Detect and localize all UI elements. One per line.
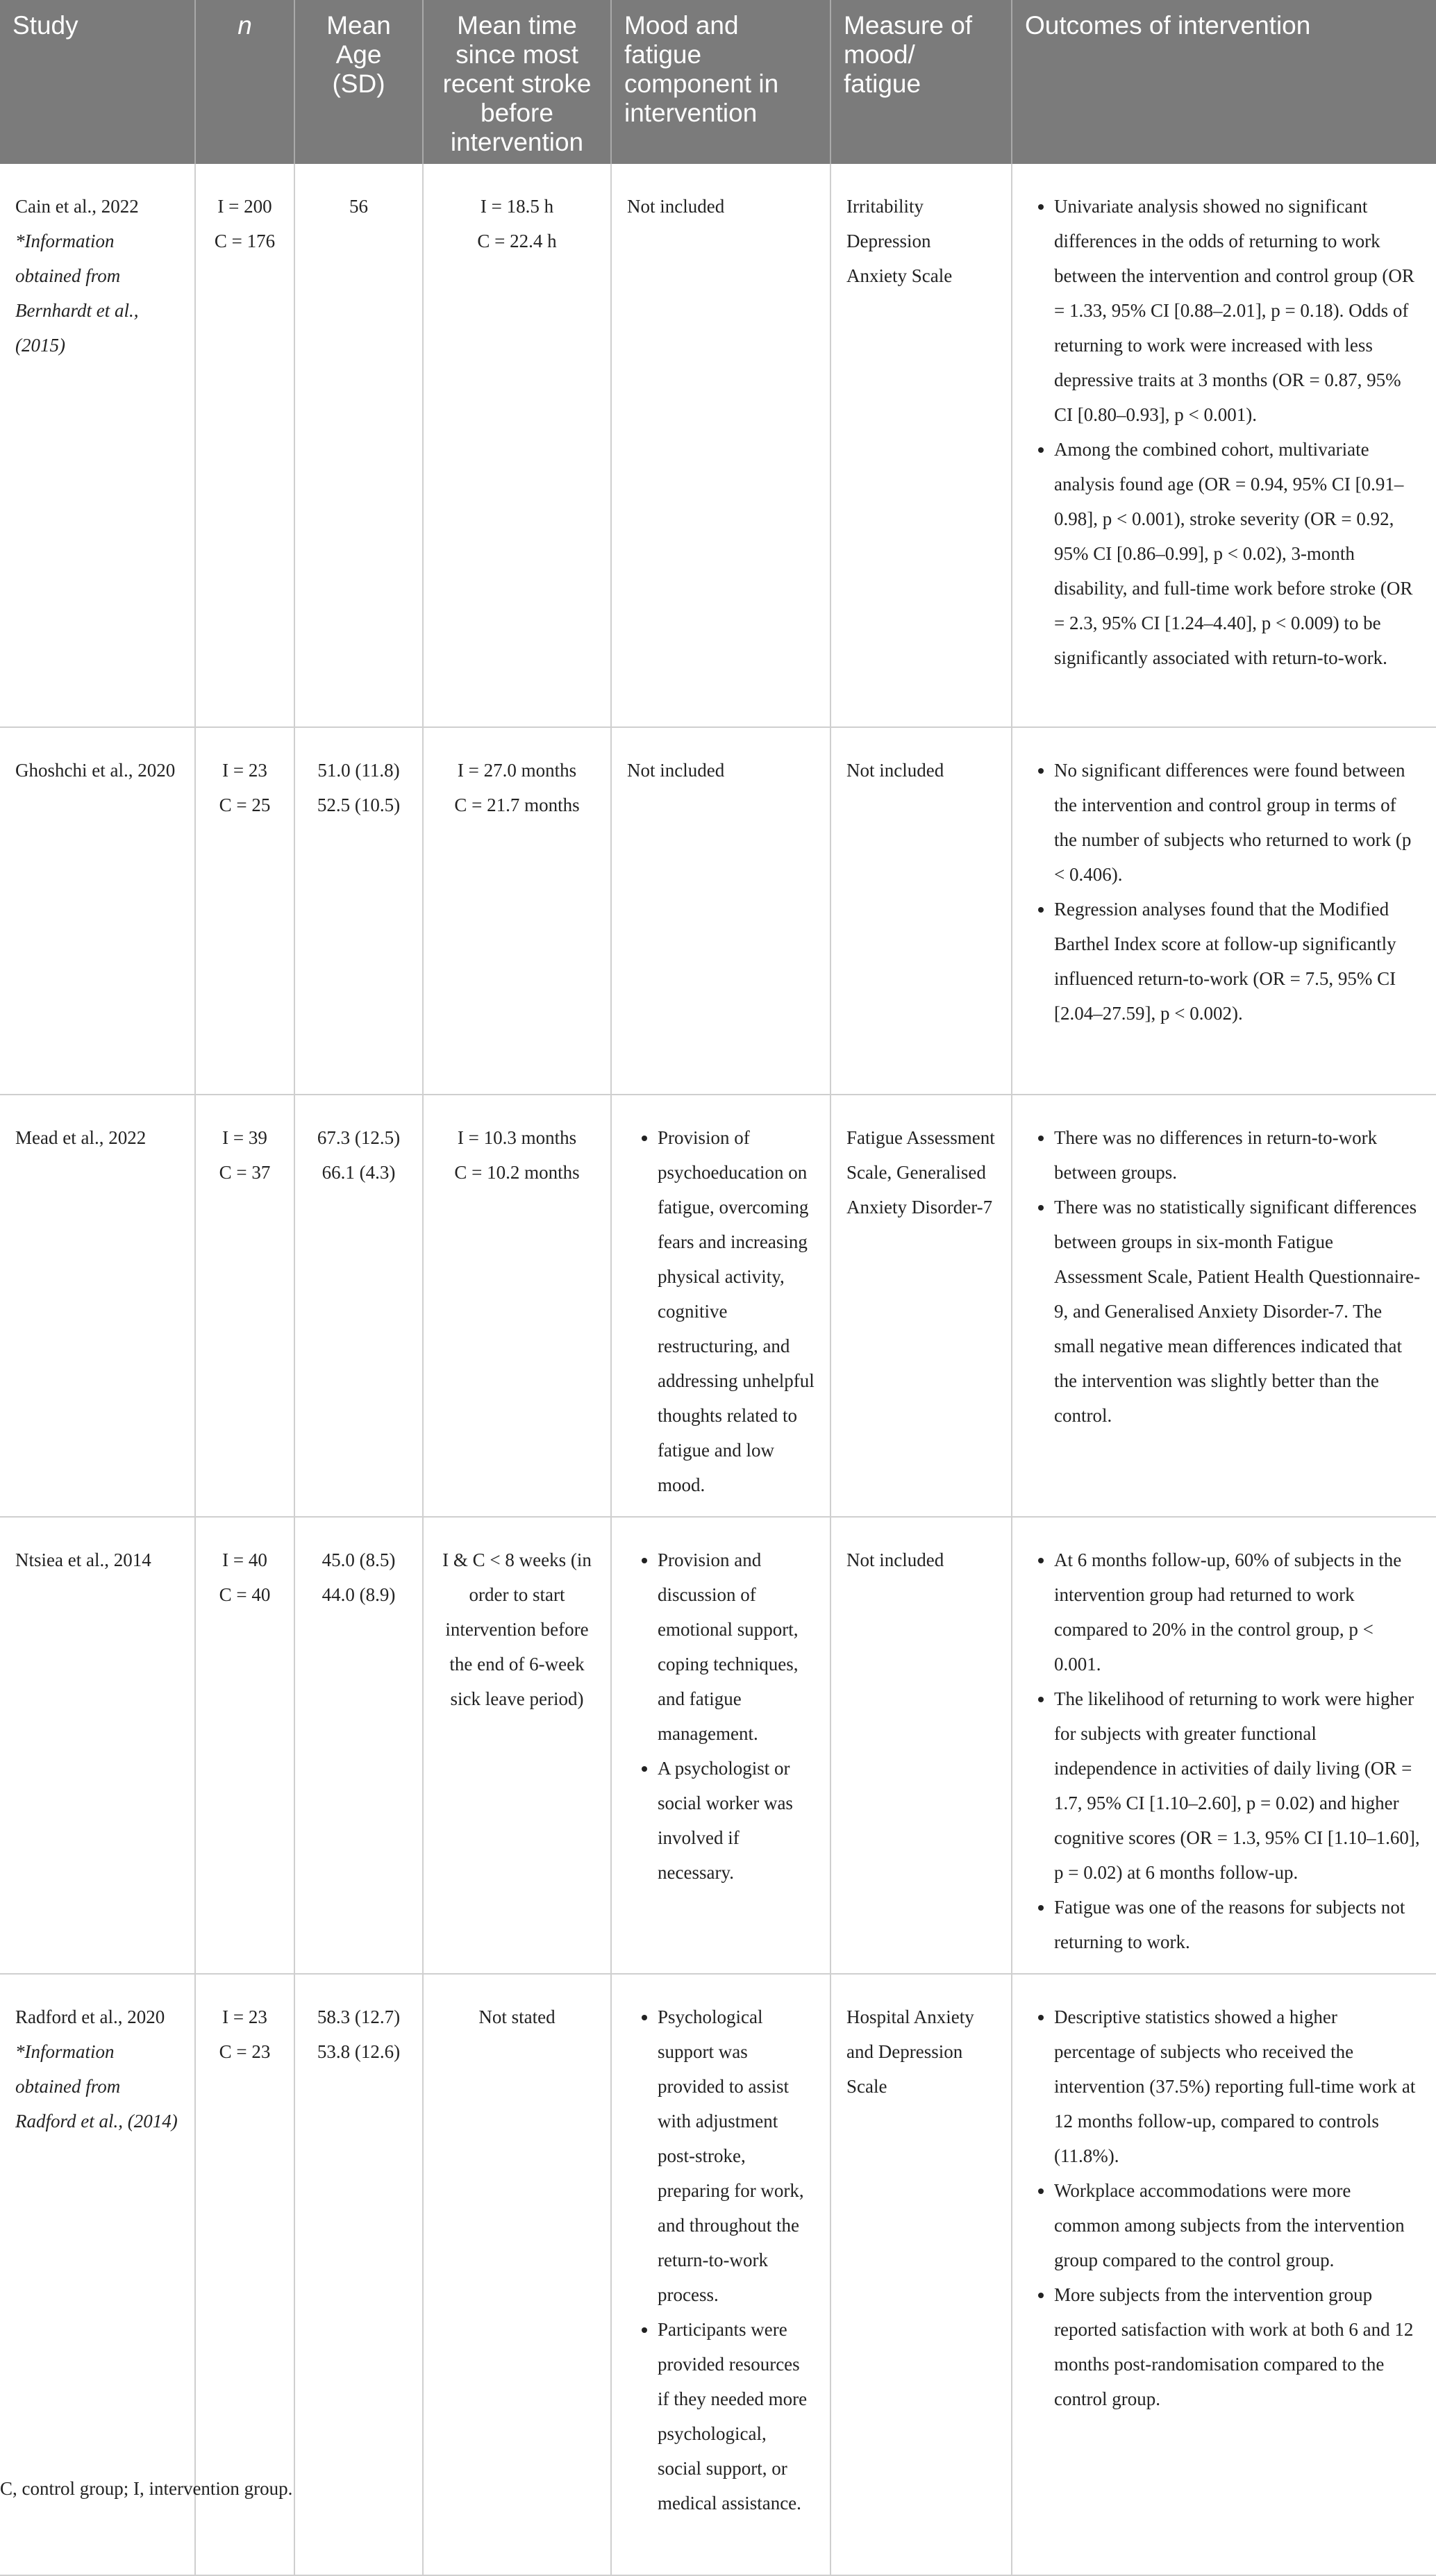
n-value: I = 200 [217, 196, 272, 217]
n-cell [195, 1095, 294, 1517]
study-text: Radford et al., 2020 [15, 2006, 165, 2027]
age-value: 52.5 (10.5) [317, 795, 401, 815]
n-cell [195, 1517, 294, 1974]
header-mood-fatigue-component: Mood and fatigue component in intervention [611, 0, 830, 164]
age-value: 58.3 (12.7) [317, 2006, 401, 2027]
table-row [0, 1095, 1436, 1517]
age-value: 45.0 (8.5) [322, 1549, 396, 1570]
outcomes-cell [1012, 1095, 1436, 1517]
n-value: C = 37 [219, 1162, 271, 1183]
outcome-list [1028, 1543, 1421, 1959]
outcomes-cell [1012, 1517, 1436, 1974]
header-study: Study [0, 0, 195, 164]
n-value: C = 25 [219, 795, 271, 815]
measure-text: Depression [846, 231, 931, 251]
n-value: C = 40 [219, 1584, 271, 1605]
age-value: 53.8 (12.6) [317, 2041, 401, 2062]
n-value: C = 23 [219, 2041, 271, 2062]
time-cell [423, 1095, 611, 1517]
age-value: 56 [349, 196, 368, 217]
outcome-list [1028, 753, 1421, 1031]
mood-component-bullet: • Provision of psychoeducation on fatigue, overcoming fears and increasing physical activity, cognitive restructuring, and addressing unhelpful thoughts related to fatigue and low mood. [658, 1120, 815, 1502]
study-text: *Information obtained from Bernhardt et al., (2015) [15, 231, 139, 356]
study-cell [0, 1095, 195, 1517]
n-value: I = 23 [222, 2006, 267, 2027]
outcome-bullet: • Workplace accommodations were more common among subjects from the intervention group compared to the control group. [1054, 2173, 1421, 2277]
study-text: *Information obtained from Radford et al., (2014) [15, 2041, 178, 2132]
n-cell [195, 727, 294, 1095]
n-value: C = 176 [214, 231, 276, 251]
mood-component-cell [611, 1517, 830, 1974]
outcomes-cell [1012, 1974, 1436, 2575]
study-text: Mead et al., 2022 [15, 1127, 147, 1148]
table-body [0, 164, 1436, 2575]
time-value: C = 10.2 months [454, 1162, 580, 1183]
time-cell [423, 1974, 611, 2575]
outcome-bullet: • No significant differences were found between the intervention and control group in terms of the number of subjects who returned to work (p < 0.406). [1054, 753, 1421, 892]
time-cell [423, 727, 611, 1095]
mood-component-bullet: • Provision and discussion of emotional support, coping techniques, and fatigue management. [658, 1543, 815, 1751]
time-value: C = 21.7 months [454, 795, 580, 815]
n-value: I = 39 [222, 1127, 267, 1148]
time-value: C = 22.4 h [477, 231, 557, 251]
study-cell [0, 727, 195, 1095]
measure-text: Not included [846, 760, 944, 781]
study-text: Cain et al., 2022 [15, 196, 139, 217]
mood-component-list [627, 1120, 815, 1502]
outcome-bullet: • Regression analyses found that the Modified Barthel Index score at follow-up significantly influenced return-to-work (OR = 7.5, 95% CI [2.04–27.59], p < 0.002). [1054, 892, 1421, 1031]
outcome-bullet: • Descriptive statistics showed a higher percentage of subjects who received the intervention (37.5%) reporting full-time work at 12 months follow-up, compared to controls (11.8%). [1054, 2000, 1421, 2173]
age-value: 67.3 (12.5) [317, 1127, 401, 1148]
age-value: 44.0 (8.9) [322, 1584, 396, 1605]
table-row [0, 1517, 1436, 1974]
outcome-list [1028, 189, 1421, 675]
measure-cell [830, 727, 1012, 1095]
time-value: I = 10.3 months [457, 1127, 577, 1148]
measure-text: Not included [846, 1549, 944, 1570]
header-outcomes: Outcomes of intervention [1012, 0, 1436, 164]
age-cell [294, 727, 423, 1095]
outcome-bullet: • The likelihood of returning to work were higher for subjects with greater functional independence in activities of daily living (OR = 1.7, 95% CI [1.10–2.60], p = 0.02) and higher cognitive scores (OR = 1.3, 95% CI [1.10–1.60], p = 0.02) at 6 months follow-up. [1054, 1681, 1421, 1890]
mood-component-cell [611, 1974, 830, 2575]
measure-text: Hospital Anxiety and Depression Scale [846, 2006, 974, 2097]
mood-component-text: Not included [627, 196, 725, 217]
outcome-bullet: • There was no differences in return-to-work between groups. [1054, 1120, 1421, 1190]
mood-component-bullet: • Participants were provided resources if they needed more psychological, social support, or medical assistance. [658, 2312, 815, 2520]
header-row [0, 0, 1436, 164]
outcomes-cell [1012, 164, 1436, 727]
outcome-bullet: • Among the combined cohort, multivariate analysis found age (OR = 0.94, 95% CI [0.91–0.98], p < 0.001), stroke severity (OR = 0.92, 95% CI [0.86–0.99], p < 0.02), 3-month disability, and full-time work before stroke (OR = 2.3, 95% CI [1.24–4.40], p < 0.009) to be significantly associated with return-to-work. [1054, 432, 1421, 675]
age-value: 66.1 (4.3) [322, 1162, 396, 1183]
outcome-list [1028, 1120, 1421, 1433]
mood-component-list [627, 2000, 815, 2520]
mood-component-cell [611, 1095, 830, 1517]
study-text: Ntsiea et al., 2014 [15, 1549, 151, 1570]
header-n: n [195, 0, 294, 164]
age-value: 51.0 (11.8) [317, 760, 400, 781]
outcome-list [1028, 2000, 1421, 2416]
measure-cell [830, 1974, 1012, 2575]
study-text: Ghoshchi et al., 2020 [15, 760, 176, 781]
table-row [0, 164, 1436, 727]
time-value: I = 18.5 h [480, 196, 554, 217]
measure-text: Anxiety Scale [846, 265, 953, 286]
header-measure: Measure of mood/ fatigue [830, 0, 1012, 164]
outcome-bullet: • Univariate analysis showed no significant differences in the odds of returning to work between the intervention and control group (OR = 1.33, 95% CI [0.88–2.01], p = 0.18). Odds of returning to work were increased with less depressive traits at 3 months (OR = 0.87, 95% CI [0.80–0.93], p < 0.001). [1054, 189, 1421, 432]
study-cell [0, 164, 195, 727]
age-cell [294, 1974, 423, 2575]
outcome-bullet: • More subjects from the intervention group reported satisfaction with work at both 6 and 12 months post-randomisation compared to the control group. [1054, 2277, 1421, 2416]
n-value: I = 40 [222, 1549, 267, 1570]
time-value: I & C < 8 weeks (in order to start intervention before the end of 6-week sick leave period) [442, 1549, 592, 1709]
mood-component-text: Not included [627, 760, 725, 781]
age-cell [294, 164, 423, 727]
header-mean-time: Mean time since most recent stroke before intervention [423, 0, 611, 164]
measure-cell [830, 1095, 1012, 1517]
outcome-bullet: • At 6 months follow-up, 60% of subjects in the intervention group had returned to work compared to 20% in the control group, p < 0.001. [1054, 1543, 1421, 1681]
mood-component-cell [611, 164, 830, 727]
n-value: I = 23 [222, 760, 267, 781]
mood-component-list [627, 1543, 815, 1890]
measure-cell [830, 1517, 1012, 1974]
table-footnote: C, control group; I, intervention group. [0, 2478, 293, 2499]
measure-text: Fatigue Assessment Scale, Generalised Anxiety Disorder-7 [846, 1127, 995, 1218]
time-cell [423, 164, 611, 727]
mood-component-bullet: • A psychologist or social worker was involved if necessary. [658, 1751, 815, 1890]
header-mean-age: Mean Age (SD) [294, 0, 423, 164]
time-value: Not stated [478, 2006, 556, 2027]
outcome-bullet: • There was no statistically significant differences between groups in six-month Fatigue Assessment Scale, Patient Health Questionnaire-9, and Generalised Anxiety Disorder-7. The small negative mean differences indicated that the intervention was slightly better than the control. [1054, 1190, 1421, 1433]
mood-component-bullet: • Psychological support was provided to assist with adjustment post-stroke, preparing for work, and throughout the return-to-work process. [658, 2000, 815, 2312]
time-cell [423, 1517, 611, 1974]
study-cell [0, 1517, 195, 1974]
measure-cell [830, 164, 1012, 727]
age-cell [294, 1095, 423, 1517]
age-cell [294, 1517, 423, 1974]
mood-component-cell [611, 727, 830, 1095]
time-value: I = 27.0 months [457, 760, 577, 781]
n-cell [195, 164, 294, 727]
outcomes-cell [1012, 727, 1436, 1095]
outcome-bullet: • Fatigue was one of the reasons for subjects not returning to work. [1054, 1890, 1421, 1959]
measure-text: Irritability [846, 196, 924, 217]
table-row [0, 727, 1436, 1095]
